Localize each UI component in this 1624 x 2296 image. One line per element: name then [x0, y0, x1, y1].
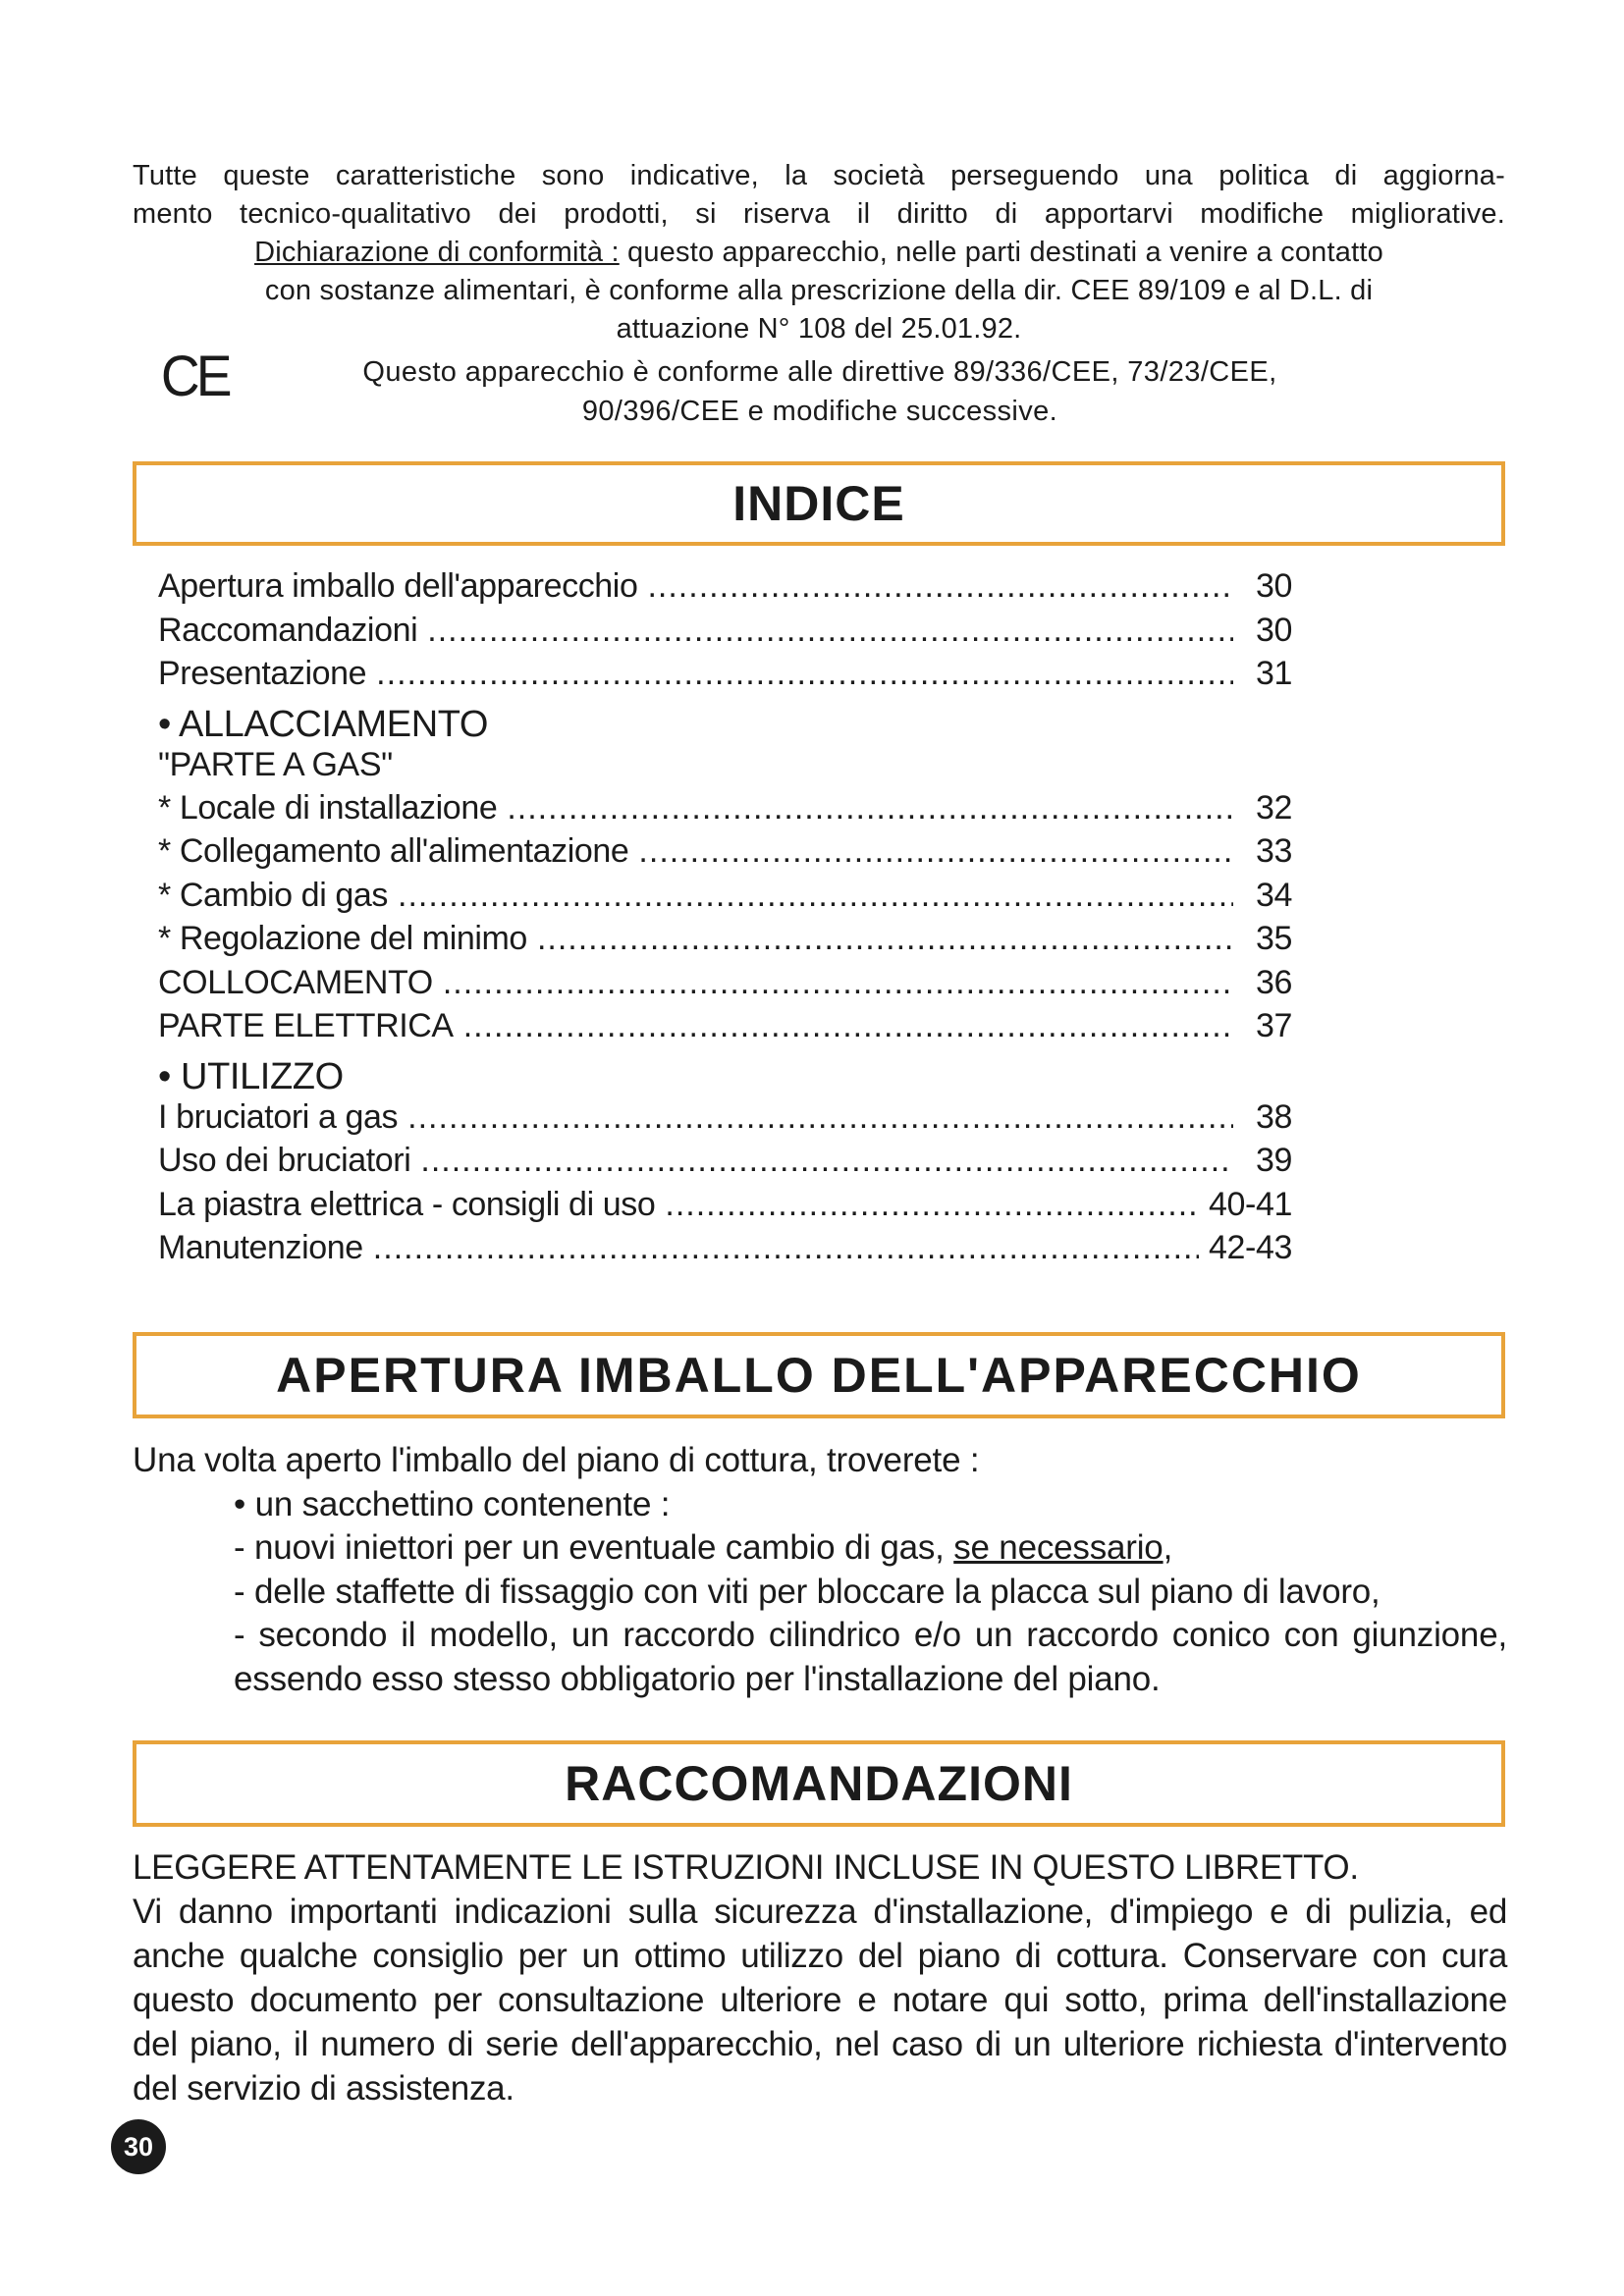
- toc-section-allacciamento: • ALLACCIAMENTO: [158, 703, 489, 745]
- toc-label: I bruciatori a gas: [158, 1097, 399, 1136]
- intro-line-1: Tutte queste caratteristiche sono indicative, la società perseguendo una politica di aggiorna-: [133, 160, 1505, 191]
- apertura-dash-2: - delle staffette di fissaggio con viti per bloccare la placca sul piano di lavoro,: [234, 1572, 1380, 1611]
- declaration-label: Dichiarazione di conformità :: [254, 237, 620, 268]
- toc-page: 39: [1255, 1142, 1292, 1179]
- toc-page: 38: [1255, 1097, 1292, 1136]
- toc-entry: [158, 1229, 1292, 1273]
- toc-label: COLLOCAMENTO: [158, 963, 433, 1001]
- declaration-text: questo apparecchio, nelle parti destinati a venire a contatto: [619, 237, 1383, 268]
- toc-entry: [158, 1098, 1292, 1143]
- toc-label: * Locale di installazione: [158, 788, 498, 827]
- toc-page: 37: [1255, 1007, 1292, 1044]
- ce-line-2: 90/396/CEE e modifiche successive.: [581, 396, 1058, 427]
- toc-entry: [158, 612, 1292, 656]
- toc-page: 34: [1255, 876, 1292, 914]
- dash-1-comma: ,: [1163, 1528, 1173, 1567]
- raccomandazioni-line: questo documento per consultazione ulteriore e notare qui sotto, prima dell'installazione: [133, 1981, 1507, 2019]
- toc-page: 31: [1255, 655, 1292, 692]
- toc-page: 30: [1255, 567, 1292, 605]
- apertura-dash-3-cont: essendo esso stesso obbligatorio per l'installazione del piano.: [234, 1659, 1161, 1698]
- toc-leader: [463, 1007, 1233, 1045]
- ce-line-1: Questo apparecchio è conforme alle direttive 89/336/CEE, 73/23/CEE,: [362, 356, 1277, 388]
- toc-subsection-parte-gas: "PARTE A GAS": [158, 745, 393, 783]
- raccomandazioni-heading-box: [133, 1740, 1505, 1827]
- toc-entry: [158, 920, 1292, 964]
- raccomandazioni-body: [133, 1845, 1507, 2110]
- raccomandazioni-line: anche qualche consiglio per un ottimo utilizzo del piano di cottura. Conservare con cura: [133, 1937, 1507, 1975]
- apertura-title: APERTURA IMBALLO DELL'APPARECCHIO: [276, 1348, 1362, 1403]
- toc-label: Presentazione: [158, 655, 367, 692]
- toc-entry: [158, 1142, 1292, 1186]
- page-number-badge: 30: [111, 2119, 166, 2174]
- toc-page: 30: [1255, 611, 1292, 649]
- raccomandazioni-line: Vi danno importanti indicazioni sulla sicurezza d'installazione, d'impiego e di pulizia, ed: [133, 1893, 1507, 1931]
- toc-leader: [376, 655, 1233, 693]
- toc-label: * Cambio di gas: [158, 876, 389, 914]
- toc-entry: [158, 832, 1292, 877]
- raccomandazioni-line: del servizio di assistenza.: [133, 2069, 514, 2108]
- toc-page: 40-41: [1209, 1185, 1292, 1223]
- intro-line-5: attuazione N° 108 del 25.01.92.: [616, 313, 1022, 345]
- toc-leader: [507, 789, 1233, 828]
- toc-entry: [158, 1007, 1292, 1051]
- ce-conformity-text: [255, 352, 1384, 431]
- toc-label: Uso dei bruciatori: [158, 1142, 411, 1179]
- ce-mark-logo: CE: [160, 345, 229, 408]
- raccomandazioni-line: del piano, il numero di serie dell'apparecchio, nel caso di un ulteriore richiesta d'intervento: [133, 2025, 1507, 2063]
- raccomandazioni-warning: LEGGERE ATTENTAMENTE LE ISTRUZIONI INCLUSE IN QUESTO LIBRETTO.: [133, 1848, 1359, 1887]
- toc-leader: [665, 1186, 1199, 1224]
- toc-label: La piastra elettrica - consigli di uso: [158, 1185, 656, 1223]
- intro-paragraph: [133, 157, 1505, 348]
- toc-leader: [427, 612, 1233, 650]
- toc-entry: [158, 789, 1292, 833]
- toc-entry: [158, 964, 1292, 1008]
- apertura-dash-3: - secondo il modello, un raccordo cilindrico e/o un raccordo conico con giunzione,: [234, 1616, 1507, 1654]
- indice-title: INDICE: [732, 476, 905, 531]
- apertura-body: [133, 1439, 1507, 1701]
- dash-1-text: - nuovi iniettori per un eventuale cambio di gas,: [234, 1528, 954, 1567]
- toc-label: * Collegamento all'alimentazione: [158, 832, 629, 870]
- toc-leader: [373, 1229, 1199, 1267]
- toc-entry: [158, 877, 1292, 921]
- toc-label: Apertura imballo dell'apparecchio: [158, 567, 638, 605]
- toc-leader: [443, 964, 1233, 1002]
- toc-leader: [398, 877, 1233, 915]
- toc-leader: [638, 832, 1233, 871]
- toc-entry: [158, 1186, 1292, 1230]
- toc-entry: [158, 655, 1292, 699]
- toc-page: 32: [1255, 788, 1292, 827]
- toc-label: * Regolazione del minimo: [158, 920, 527, 957]
- toc-page: 42-43: [1209, 1229, 1292, 1266]
- intro-line-4: con sostanze alimentari, è conforme alla prescrizione della dir. CEE 89/109 e al D.L. di: [264, 275, 1374, 306]
- apertura-dash-1: [133, 1526, 1507, 1571]
- toc-label: PARTE ELETTRICA: [158, 1007, 454, 1044]
- apertura-intro: Una volta aperto l'imballo del piano di cottura, troverete :: [133, 1441, 980, 1479]
- toc-leader: [537, 920, 1233, 958]
- toc-leader: [420, 1142, 1233, 1180]
- toc-page: 33: [1255, 832, 1292, 870]
- toc-entry: [158, 567, 1292, 612]
- apertura-heading-box: [133, 1332, 1505, 1418]
- toc-section-utilizzo: • UTILIZZO: [158, 1055, 344, 1097]
- toc-leader: [407, 1098, 1233, 1137]
- toc-label: Raccomandazioni: [158, 611, 418, 649]
- declaration-line: [133, 234, 1505, 272]
- intro-line-2: mento tecnico-qualitativo dei prodotti, si riserva il diritto di apportarvi modifiche migliorative.: [133, 198, 1505, 230]
- toc-page: 35: [1255, 920, 1292, 957]
- toc-label: Manutenzione: [158, 1229, 363, 1266]
- se-necessario-text: se necessario: [953, 1528, 1164, 1567]
- indice-heading-box: [133, 461, 1505, 546]
- table-of-contents: [158, 567, 1292, 1273]
- toc-leader: [647, 567, 1233, 606]
- raccomandazioni-title: RACCOMANDAZIONI: [565, 1756, 1073, 1811]
- toc-page: 36: [1255, 963, 1292, 1001]
- apertura-bullet: • un sacchettino contenente :: [234, 1484, 671, 1523]
